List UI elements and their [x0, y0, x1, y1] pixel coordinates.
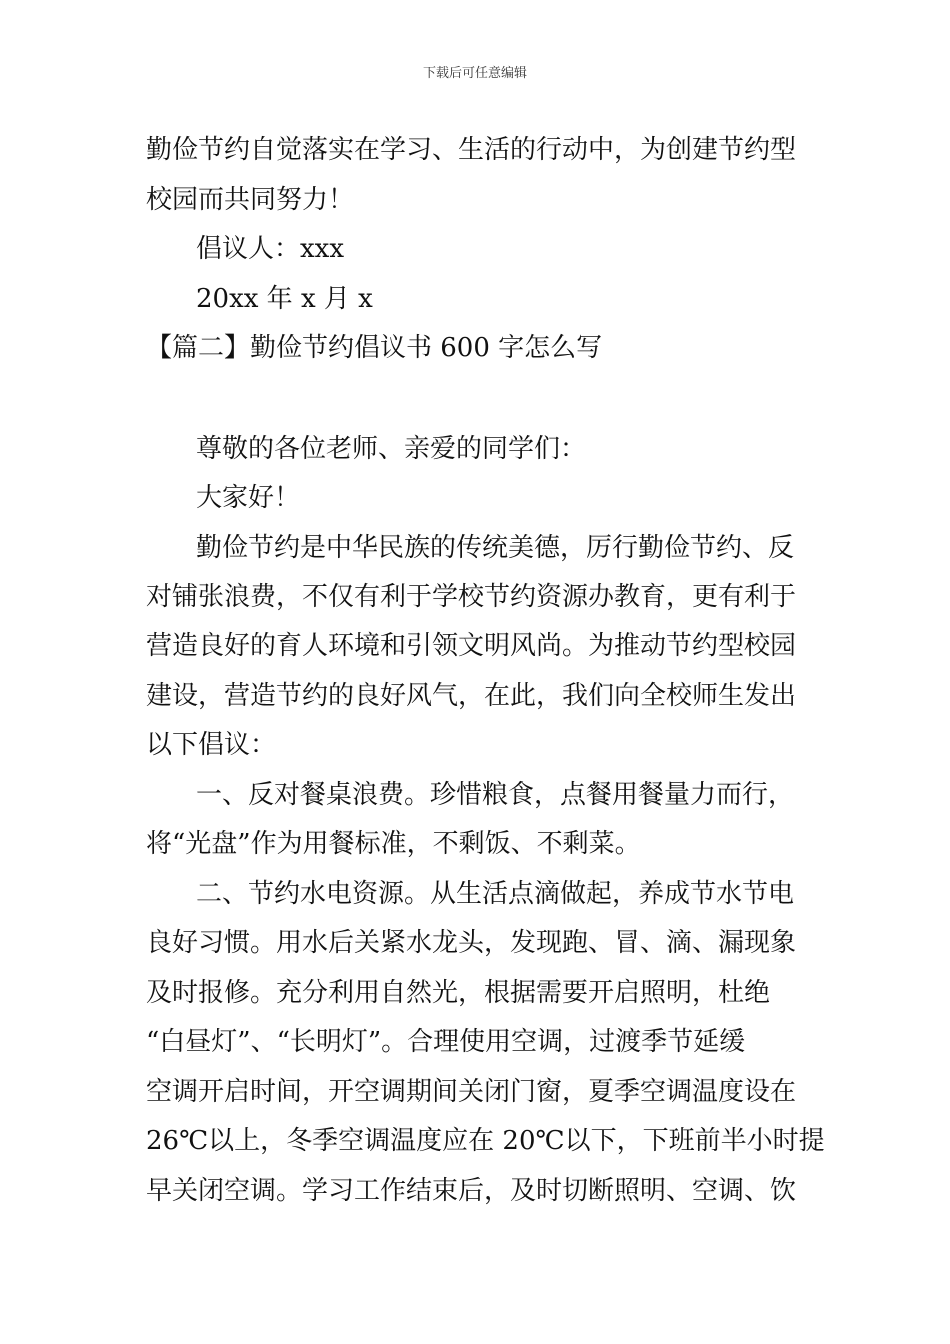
paragraph-line: 良好习惯。用水后关紧水龙头，发现跑、冒、滴、漏现象: [146, 928, 797, 958]
paragraph-line: “白昼灯”、“长明灯”。合理使用空调，过渡季节延缓: [146, 1027, 746, 1057]
paragraph-line: 26℃以上，冬季空调温度应在 20℃以下，下班前半小时提: [146, 1126, 825, 1156]
paragraph-line: 将“光盘”作为用餐标准，不剩饭、不剩菜。: [146, 829, 641, 859]
signature-line: 倡议人：xxx: [196, 234, 344, 264]
paragraph-line: 早关闭空调。学习工作结束后，及时切断照明、空调、饮: [146, 1176, 797, 1206]
section-heading: 【篇二】勤俭节约倡议书 600 字怎么写: [146, 333, 603, 363]
paragraph-line: 及时报修。充分利用自然光，根据需要开启照明，杜绝: [146, 978, 771, 1008]
paragraph-line: 以下倡议：: [146, 730, 277, 760]
paragraph-line: 二、节约水电资源。从生活点滴做起，养成节水节电: [196, 879, 795, 909]
date-line: 20xx 年 x 月 x: [196, 284, 373, 314]
paragraph-line: 一、反对餐桌浪费。珍惜粮食，点餐用餐量力而行，: [196, 780, 795, 810]
paragraph-line: 校园而共同努力！: [146, 185, 355, 215]
paragraph-line: 对铺张浪费，不仅有利于学校节约资源办教育，更有利于: [146, 582, 797, 612]
greeting-line: 大家好！: [196, 483, 301, 513]
paragraph-line: 建设，营造节约的良好风气，在此，我们向全校师生发出: [146, 681, 797, 711]
paragraph-line: 营造良好的育人环境和引领文明风尚。为推动节约型校园: [146, 631, 797, 661]
paragraph-line: 空调开启时间，开空调期间关闭门窗，夏季空调温度设在: [146, 1077, 797, 1107]
salutation-line: 尊敬的各位老师、亲爱的同学们：: [196, 434, 587, 464]
paragraph-line: 勤俭节约自觉落实在学习、生活的行动中，为创建节约型: [146, 135, 797, 165]
page-header: 下载后可任意编辑: [422, 66, 527, 81]
paragraph-line: 勤俭节约是中华民族的传统美德，厉行勤俭节约、反: [196, 533, 795, 563]
